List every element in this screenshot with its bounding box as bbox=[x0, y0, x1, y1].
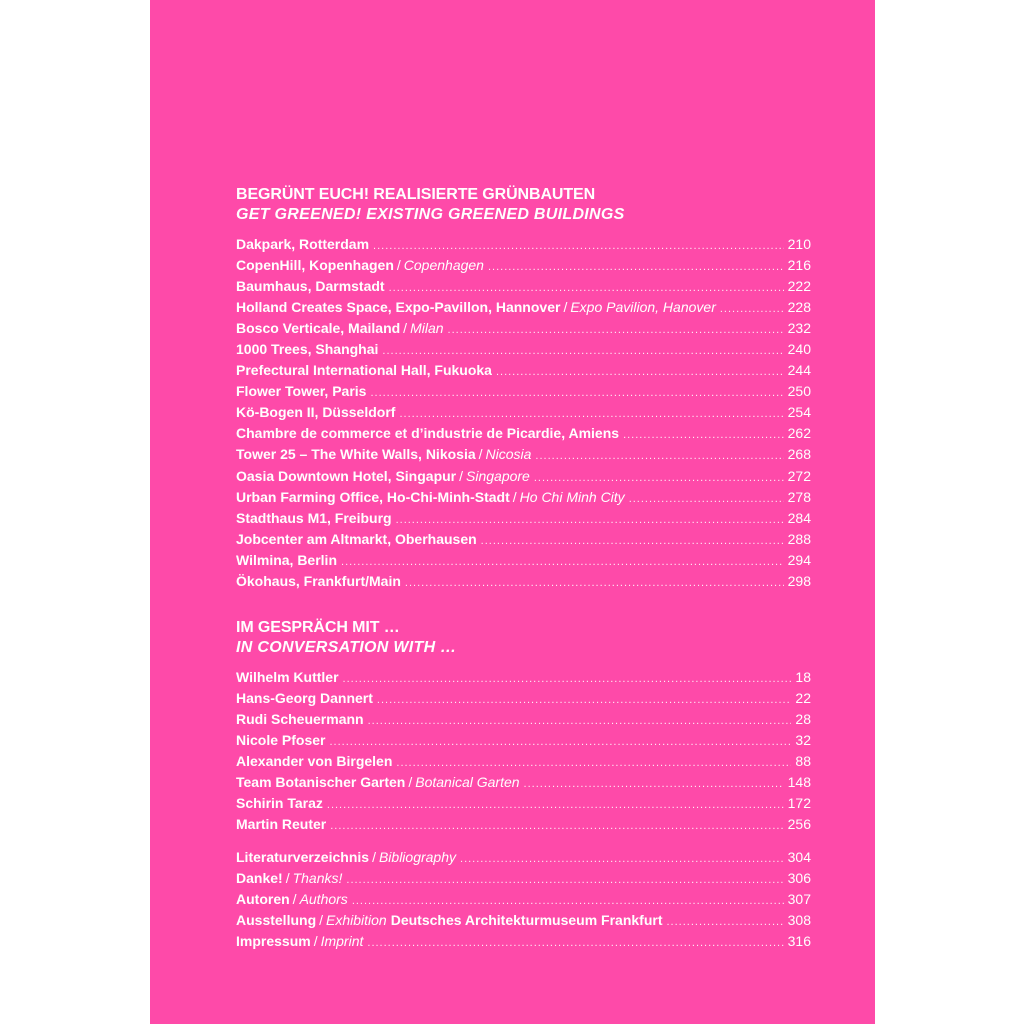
entry-title: Kö-Bogen II, Düsseldorf bbox=[236, 404, 396, 421]
dot-leader bbox=[330, 816, 783, 837]
toc-entry bbox=[236, 466, 811, 487]
toc-entry bbox=[236, 550, 811, 571]
entry-separator: / bbox=[372, 849, 376, 866]
entry-title: Hans-Georg Dannert bbox=[236, 689, 373, 706]
toc-entry bbox=[236, 318, 811, 339]
dot-leader bbox=[373, 236, 784, 257]
toc-entry bbox=[236, 931, 811, 952]
dot-leader bbox=[343, 669, 792, 690]
page-number: 18 bbox=[795, 668, 811, 685]
page-number: 28 bbox=[795, 710, 811, 727]
page bbox=[150, 0, 875, 1024]
page-number: 268 bbox=[787, 446, 811, 463]
dot-leader bbox=[352, 891, 784, 912]
entry-title: Tower 25 – The White Walls, Nikosia bbox=[236, 446, 476, 463]
entry-title: Chambre de commerce et d’industrie de Picardie, Amiens bbox=[236, 425, 620, 442]
toc-entry bbox=[236, 847, 811, 868]
entry-title: Team Botanischer Garten bbox=[236, 774, 406, 791]
dot-leader bbox=[396, 510, 784, 531]
toc-entry bbox=[236, 508, 811, 529]
toc-entry bbox=[236, 571, 811, 592]
dot-leader bbox=[399, 404, 783, 425]
dot-leader bbox=[382, 341, 783, 362]
dot-leader bbox=[535, 446, 783, 467]
page-number: 32 bbox=[795, 731, 811, 748]
page-number: 308 bbox=[787, 912, 811, 929]
dot-leader bbox=[389, 278, 784, 299]
page-number: 288 bbox=[787, 530, 811, 547]
dot-leader bbox=[496, 362, 784, 383]
dot-leader bbox=[667, 912, 784, 933]
entry-title-english: Singapore bbox=[466, 467, 530, 484]
toc-entry bbox=[236, 910, 811, 931]
entry-separator: / bbox=[403, 320, 408, 337]
toc-entry bbox=[236, 360, 811, 381]
page-number: 240 bbox=[787, 341, 811, 358]
page-number: 294 bbox=[787, 551, 811, 568]
entry-title: Wilmina, Berlin bbox=[236, 551, 338, 568]
toc-entry bbox=[236, 889, 811, 910]
toc-entry bbox=[236, 487, 811, 508]
page-number: 304 bbox=[787, 849, 811, 866]
toc-entry bbox=[236, 793, 811, 814]
dot-leader bbox=[488, 257, 784, 278]
page-number: 216 bbox=[787, 257, 811, 274]
entry-separator: / bbox=[512, 488, 517, 505]
dot-leader bbox=[396, 753, 791, 774]
entry-title: Rudi Scheuermann bbox=[236, 710, 364, 727]
entry-title-english: Expo Pavilion, Hanover bbox=[570, 299, 716, 316]
entry-title: Baumhaus, Darmstadt bbox=[236, 278, 385, 295]
entry-title-english: Bibliography bbox=[378, 849, 457, 866]
toc-entry bbox=[236, 423, 811, 444]
entry-title: Bosco Verticale, Mailand bbox=[236, 320, 401, 337]
section-title-en: IN CONVERSATION WITH … bbox=[236, 638, 457, 656]
dot-leader bbox=[629, 489, 784, 510]
toc-entry bbox=[236, 381, 811, 402]
section-conversations bbox=[236, 618, 811, 835]
entry-title: Dakpark, Rotterdam bbox=[236, 236, 370, 252]
entry-separator: / bbox=[459, 467, 464, 484]
page-number: 88 bbox=[795, 752, 811, 769]
entry-list bbox=[236, 234, 811, 592]
section-green-buildings bbox=[236, 185, 811, 592]
dot-leader bbox=[448, 320, 784, 341]
page-number: 316 bbox=[787, 933, 811, 950]
entry-title: Ausstellung bbox=[236, 912, 317, 929]
entry-separator: / bbox=[396, 257, 401, 274]
entry-separator: / bbox=[313, 933, 318, 950]
dot-leader bbox=[534, 468, 784, 489]
page-number: 22 bbox=[795, 689, 811, 706]
dot-leader bbox=[341, 552, 784, 573]
entry-title: 1000 Trees, Shanghai bbox=[236, 341, 379, 358]
entry-separator: / bbox=[285, 870, 290, 887]
entry-title-english: Ho Chi Minh City bbox=[519, 488, 625, 505]
dot-leader bbox=[524, 774, 784, 795]
page-number: 272 bbox=[787, 467, 811, 484]
section-title-de: BEGRÜNT EUCH! REALISIERTE GRÜNBAUTEN bbox=[236, 186, 596, 203]
dot-leader bbox=[481, 531, 784, 552]
toc-entry bbox=[236, 276, 811, 297]
entry-title-english: Authors bbox=[299, 891, 348, 908]
entry-title: Urban Farming Office, Ho-Chi-Minh-Stadt bbox=[236, 488, 510, 505]
entry-title: Ökohaus, Frankfurt/Main bbox=[236, 572, 401, 589]
entry-title-english: Exhibition bbox=[326, 912, 387, 929]
entry-title: Danke! bbox=[236, 870, 283, 887]
entry-title: CopenHill, Kopenhagen bbox=[236, 257, 394, 274]
entry-title: Jobcenter am Altmarkt, Oberhausen bbox=[236, 530, 477, 547]
dot-leader bbox=[405, 573, 784, 594]
dot-leader bbox=[623, 425, 784, 446]
page-number: 306 bbox=[787, 870, 811, 887]
page-number: 284 bbox=[787, 509, 811, 526]
dot-leader bbox=[367, 933, 783, 954]
page-number: 307 bbox=[787, 891, 811, 908]
entry-title: Impressum bbox=[236, 933, 311, 950]
entry-title: Prefectural International Hall, Fukuoka bbox=[236, 362, 492, 379]
entry-title: Martin Reuter bbox=[236, 816, 327, 833]
entry-title: Literaturverzeichnis bbox=[236, 849, 370, 866]
page-number: 254 bbox=[787, 404, 811, 421]
page-number: 172 bbox=[787, 795, 811, 812]
page-number: 210 bbox=[787, 236, 811, 252]
entry-title-english: Imprint bbox=[320, 933, 364, 950]
toc-entry bbox=[236, 402, 811, 423]
dot-leader bbox=[370, 383, 783, 404]
entry-title: Oasia Downtown Hotel, Singapur bbox=[236, 467, 457, 484]
dot-leader bbox=[327, 795, 784, 816]
dot-leader bbox=[368, 711, 792, 732]
entry-title: Stadthaus M1, Freiburg bbox=[236, 509, 392, 526]
entry-title-suffix: Deutsches Architekturmuseum Frankfurt bbox=[390, 912, 663, 929]
entry-separator: / bbox=[563, 299, 568, 316]
dot-leader bbox=[329, 732, 791, 753]
page-number: 298 bbox=[787, 572, 811, 589]
dot-leader bbox=[346, 870, 783, 891]
section-appendix bbox=[236, 847, 811, 952]
entry-separator: / bbox=[319, 912, 324, 929]
entry-separator: / bbox=[478, 446, 483, 463]
entry-title-english: Botanical Garten bbox=[415, 774, 520, 791]
toc-entry bbox=[236, 234, 811, 255]
section-title-de: IM GESPRÄCH MIT … bbox=[236, 618, 400, 636]
entry-list bbox=[236, 667, 811, 835]
entry-title: Autoren bbox=[236, 891, 290, 908]
entry-list bbox=[236, 847, 811, 952]
toc-entry bbox=[236, 709, 811, 730]
entry-separator: / bbox=[292, 891, 297, 908]
entry-separator: / bbox=[408, 774, 413, 791]
toc-entry bbox=[236, 255, 811, 276]
toc-entry bbox=[236, 868, 811, 889]
entry-title: Holland Creates Space, Expo-Pavillon, Hannover bbox=[236, 299, 561, 316]
dot-leader bbox=[460, 849, 784, 870]
toc-entry bbox=[236, 297, 811, 318]
entry-title: Alexander von Birgelen bbox=[236, 752, 393, 769]
table-of-contents bbox=[236, 185, 811, 952]
section-title-en: GET GREENED! EXISTING GREENED BUILDINGS bbox=[236, 206, 625, 223]
entry-title-english: Nicosia bbox=[485, 446, 532, 463]
page-number: 256 bbox=[787, 816, 811, 833]
toc-entry bbox=[236, 814, 811, 835]
toc-entry bbox=[236, 751, 811, 772]
page-number: 222 bbox=[787, 278, 811, 295]
entry-title: Nicole Pfoser bbox=[236, 731, 326, 748]
entry-title-english: Thanks! bbox=[292, 870, 343, 887]
toc-entry bbox=[236, 772, 811, 793]
page-number: 232 bbox=[787, 320, 811, 337]
dot-leader bbox=[720, 299, 784, 320]
entry-title: Flower Tower, Paris bbox=[236, 383, 367, 400]
page-number: 148 bbox=[787, 774, 811, 791]
page-number: 278 bbox=[787, 488, 811, 505]
dot-leader bbox=[377, 690, 792, 711]
entry-title: Wilhelm Kuttler bbox=[236, 668, 339, 685]
toc-entry bbox=[236, 529, 811, 550]
toc-entry bbox=[236, 339, 811, 360]
entry-title-english: Milan bbox=[410, 320, 444, 337]
toc-entry bbox=[236, 688, 811, 709]
toc-entry bbox=[236, 730, 811, 751]
entry-title: Schirin Taraz bbox=[236, 795, 323, 812]
page-number: 250 bbox=[787, 383, 811, 400]
toc-entry bbox=[236, 444, 811, 465]
toc-entry bbox=[236, 667, 811, 688]
page-number: 228 bbox=[787, 299, 811, 316]
page-number: 262 bbox=[787, 425, 811, 442]
page-number: 244 bbox=[787, 362, 811, 379]
entry-title-english: Copenhagen bbox=[403, 257, 484, 274]
